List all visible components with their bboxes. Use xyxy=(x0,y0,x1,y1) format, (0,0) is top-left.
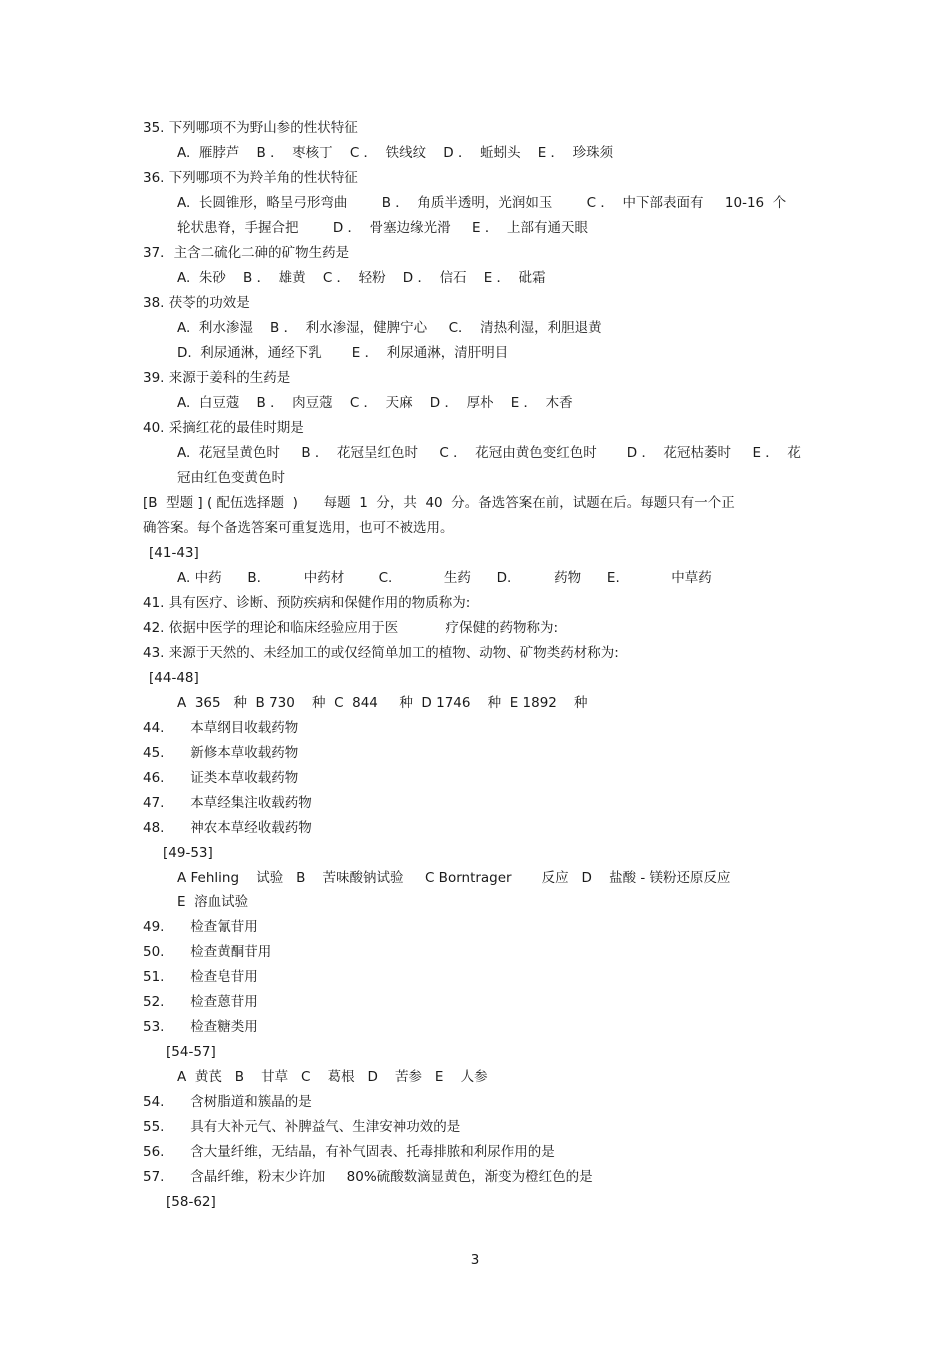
question-39: 39. 来源于姜科的生药是 xyxy=(143,370,291,386)
options-37: A. 朱砂 B ． 雄黄 C ． 轻粉 D ． 信石 E ． 砒霜 xyxy=(177,270,546,286)
question-35: 35. 下列哪项不为野山参的性状特征 xyxy=(143,120,358,136)
group-54-57: [54-57] xyxy=(166,1044,216,1060)
question-54: 54. 含树脂道和簇晶的是 xyxy=(143,1094,312,1110)
section-b-header: [B 型题 ] ( 配伍选择题 ) 每题 1 分，共 40 分。备选答案在前，试题在后。每题只有一个正 xyxy=(143,495,735,511)
question-46: 46. 证类本草收载药物 xyxy=(143,770,299,786)
question-50: 50. 检查黄酮苷用 xyxy=(143,944,272,960)
question-55: 55. 具有大补元气、补脾益气、生津安神功效的是 xyxy=(143,1119,461,1135)
question-38: 38. 茯苓的功效是 xyxy=(143,295,250,311)
question-47: 47. 本草经集注收载药物 xyxy=(143,795,312,811)
question-36: 36. 下列哪项不为羚羊角的性状特征 xyxy=(143,170,358,186)
question-48: 48. 神农本草经收载药物 xyxy=(143,820,312,836)
question-51: 51. 检查皂苷用 xyxy=(143,969,258,985)
group-44-48: [44-48] xyxy=(149,670,199,686)
question-45: 45. 新修本草收载药物 xyxy=(143,745,299,761)
question-42: 42. 依据中医学的理论和临床经验应用于医 疗保健的药物称为: xyxy=(143,620,559,636)
options-49-53: A Fehling 试验 B 苦味酸钠试验 C Borntrager 反应 D 盐酸 - 镁粉还原反应 xyxy=(177,870,731,886)
options-36: A. 长圆锥形，略呈弓形弯曲 B ． 角质半透明，光润如玉 C ． 中下部表面有 10-16 个 xyxy=(177,195,787,211)
question-56: 56. 含大量纤维，无结晶，有补气固表、托毒排脓和利尿作用的是 xyxy=(143,1144,555,1160)
options-38: A. 利水渗湿 B ． 利水渗湿，健脾宁心 C． 清热利湿，利胆退黄 xyxy=(177,320,602,336)
options-35: A. 雁脖芦 B ． 枣核丁 C ． 铁线纹 D ． 蚯蚓头 E ． 珍珠须 xyxy=(177,145,614,161)
group-49-53: [49-53] xyxy=(163,845,213,861)
question-49: 49. 检查氰苷用 xyxy=(143,919,258,935)
group-58-62: [58-62] xyxy=(166,1194,216,1210)
question-53: 53. 检查糖类用 xyxy=(143,1019,258,1035)
options-54-57: A 黄芪 B 甘草 C 葛根 D 苦参 E 人参 xyxy=(177,1069,488,1085)
options-40: A. 花冠呈黄色时 B ． 花冠呈红色时 C ． 花冠由黄色变红色时 D ． 花冠枯萎时 E ． 花 xyxy=(177,445,801,461)
options-36-cont: 轮状患脊，手握合把 D ． 骨塞边缘光滑 E ． 上部有通天眼 xyxy=(177,220,588,236)
question-37: 37．主含二硫化二砷的矿物生药是 xyxy=(143,245,350,261)
section-b-header-cont: 确答案。每个备选答案可重复选用，也可不被选用。 xyxy=(143,520,454,536)
options-39: A. 白豆蔻 B ． 肉豆蔻 C ． 天麻 D ． 厚朴 E ． 木香 xyxy=(177,395,573,411)
question-44: 44. 本草纲目收载药物 xyxy=(143,720,299,736)
options-38-cont: D. 利尿通淋，通经下乳 E ． 利尿通淋，清肝明目 xyxy=(177,345,509,361)
options-44-48: A 365 种 B 730 种 C 844 种 D 1746 种 E 1892 种 xyxy=(177,695,588,711)
question-43: 43. 来源于天然的、未经加工的或仅经简单加工的植物、动物、矿物类药材称为: xyxy=(143,645,619,661)
options-40-cont: 冠由红色变黄色时 xyxy=(177,470,285,486)
question-40: 40. 采摘红花的最佳时期是 xyxy=(143,420,304,436)
options-49-53-cont: E 溶血试验 xyxy=(177,894,249,910)
question-57: 57. 含晶纤维，粉末少许加 80%硫酸数滴显黄色，渐变为橙红色的是 xyxy=(143,1169,593,1185)
page-number: 3 xyxy=(470,1252,480,1268)
question-41: 41. 具有医疗、诊断、预防疾病和保健作用的物质称为: xyxy=(143,595,471,611)
question-52: 52. 检查蒽苷用 xyxy=(143,994,258,1010)
options-41-43: A. 中药 B. 中药材 C. 生药 D. 药物 E. 中草药 xyxy=(177,570,712,586)
group-41-43: [41-43] xyxy=(149,545,199,561)
